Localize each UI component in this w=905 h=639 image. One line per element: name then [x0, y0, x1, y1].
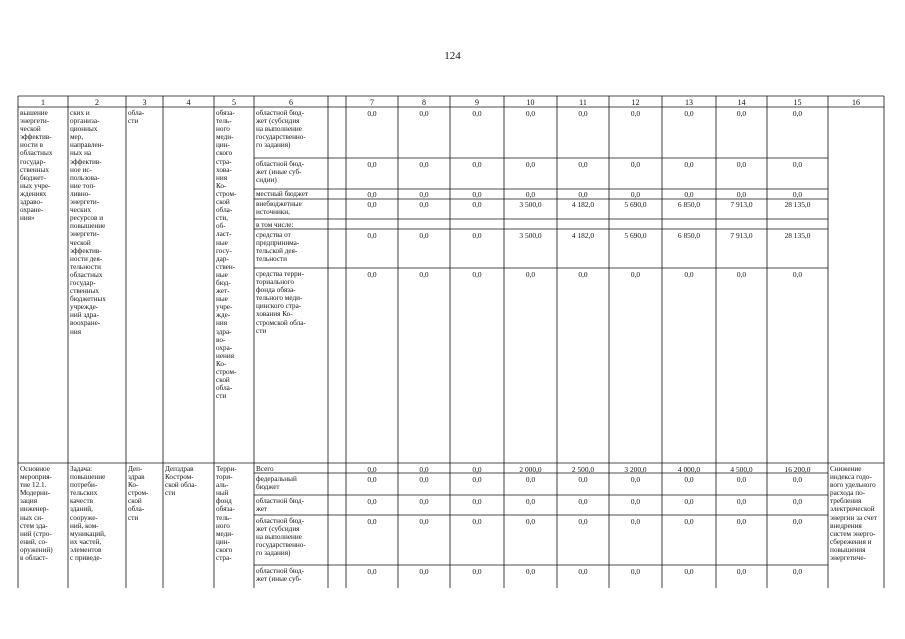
- amount-cell: 0,0: [792, 497, 803, 506]
- amount-cell: 0,0: [367, 160, 377, 169]
- amount-cell: 6 850,0: [677, 231, 701, 240]
- amount-cell: 4 500,0: [730, 465, 753, 474]
- amount-cell: 0,0: [525, 567, 536, 576]
- amount-cell: 0,0: [792, 160, 803, 169]
- amount-cell: 0,0: [419, 231, 429, 240]
- amount-cell: 0,0: [630, 190, 641, 199]
- column-header: 15: [793, 98, 802, 107]
- amount-cell: 0,0: [367, 109, 377, 118]
- funding-source-cell: средства от предпринима- тельской дея- тельности: [256, 231, 300, 264]
- amount-cell: 0,0: [578, 475, 588, 484]
- amount-cell: 3 500,0: [519, 200, 542, 209]
- amount-cell: 0,0: [792, 517, 803, 526]
- column-header: 10: [526, 98, 535, 107]
- amount-cell: 0,0: [684, 160, 694, 169]
- amount-cell: 0,0: [525, 270, 536, 279]
- activity-name-cell: Основное мероприя- тие 12.1. Модерни- зация инженер- ных си- стем зда- ний (стро- ений, со- оружений) в област-: [20, 465, 53, 563]
- amount-cell: 0,0: [630, 270, 641, 279]
- amount-cell: 0,0: [472, 190, 482, 199]
- amount-cell: 0,0: [472, 200, 482, 209]
- amount-cell: 0,0: [472, 497, 482, 506]
- executor-cell: Депздрав Костром- ской обла- сти: [165, 465, 197, 498]
- amount-cell: 0,0: [472, 109, 482, 118]
- column-header: 3: [142, 98, 147, 107]
- amount-cell: 0,0: [684, 567, 694, 576]
- amount-cell: 0,0: [792, 109, 803, 118]
- amount-cell: 0,0: [736, 190, 747, 199]
- amount-cell: 0,0: [684, 517, 694, 526]
- amount-cell: 7 913,0: [730, 200, 753, 209]
- amount-cell: 0,0: [630, 517, 641, 526]
- amount-cell: 0,0: [367, 517, 377, 526]
- funding-source-cell: областной бюд- жет (иные суб-: [256, 567, 304, 584]
- funding-source-cell: Всего: [256, 465, 274, 473]
- column-header: 11: [579, 98, 587, 107]
- amount-cell: 0,0: [419, 200, 429, 209]
- amount-cell: 0,0: [736, 475, 747, 484]
- activity-name-cell: вышение энергети- ческой эффектив- ности в областных государ- ственных бюджет- ных учре- ждениях здраво- охране- ния»: [20, 109, 53, 223]
- column-header: 2: [95, 98, 99, 107]
- amount-cell: 0,0: [525, 497, 536, 506]
- column-header: 8: [422, 98, 426, 107]
- amount-cell: 0,0: [419, 160, 429, 169]
- amount-cell: 5 690,0: [624, 231, 647, 240]
- amount-cell: 0,0: [792, 475, 803, 484]
- amount-cell: 0,0: [684, 270, 694, 279]
- amount-cell: 0,0: [736, 567, 747, 576]
- amount-cell: 0,0: [472, 160, 482, 169]
- amount-cell: 3 200,0: [624, 465, 647, 474]
- amount-cell: 4 182,0: [571, 200, 595, 209]
- amount-cell: 7 913,0: [730, 231, 753, 240]
- participants-cell: обяза- тель- ного меди- цин- ского стра- хова- ния Ко- стром- ской обла- сти, об- ласт- ные госу- дар- ствен- ные бюд- жет- ные учре- жде- ния здра- во- охра- нения Ко- стром- ской обла- сти: [216, 109, 237, 401]
- responsible-cell: Деп- здрав Ко- стром- ской обла- сти: [128, 465, 149, 522]
- amount-cell: 6 850,0: [677, 200, 701, 209]
- amount-cell: 0,0: [792, 270, 803, 279]
- funding-source-cell: областной бюд- жет: [256, 497, 304, 514]
- amount-cell: 0,0: [419, 109, 429, 118]
- funding-source-cell: местный бюджет: [256, 190, 309, 198]
- amount-cell: 0,0: [367, 465, 377, 474]
- amount-cell: 0,0: [684, 190, 694, 199]
- amount-cell: 0,0: [525, 160, 536, 169]
- participants-cell: Терри- тори- аль- ный фонд обяза- тель- ного меди- цин- ского стра-: [216, 465, 237, 563]
- amount-cell: 0,0: [472, 231, 482, 240]
- amount-cell: 28 135,0: [784, 231, 811, 240]
- column-header: 1: [41, 98, 45, 107]
- amount-cell: 0,0: [578, 567, 588, 576]
- column-header: 5: [232, 98, 236, 107]
- amount-cell: 0,0: [419, 517, 429, 526]
- amount-cell: 0,0: [472, 475, 482, 484]
- amount-cell: 2 000,0: [519, 465, 542, 474]
- amount-cell: 0,0: [578, 517, 588, 526]
- column-header: 16: [852, 98, 860, 107]
- amount-cell: 0,0: [630, 475, 641, 484]
- amount-cell: 0,0: [736, 109, 747, 118]
- amount-cell: 0,0: [525, 109, 536, 118]
- column-header: 12: [631, 98, 640, 107]
- amount-cell: 0,0: [578, 109, 588, 118]
- responsible-cell: обла- сти: [128, 109, 145, 126]
- amount-cell: 0,0: [367, 200, 377, 209]
- funding-source-cell: федеральный бюджет: [256, 475, 297, 492]
- amount-cell: 0,0: [419, 567, 429, 576]
- funding-source-cell: областной бюд- жет (субсидия на выполнение государственно- го задания): [256, 517, 306, 558]
- column-header: 14: [737, 98, 746, 107]
- column-header: 6: [289, 98, 293, 107]
- amount-cell: 0,0: [578, 497, 588, 506]
- amount-cell: 0,0: [630, 497, 641, 506]
- amount-cell: 0,0: [367, 567, 377, 576]
- amount-cell: 16 200,0: [784, 465, 811, 474]
- amount-cell: 0,0: [736, 517, 747, 526]
- amount-cell: 28 135,0: [784, 200, 811, 209]
- funding-source-cell: в том числе:: [256, 221, 294, 229]
- amount-cell: 0,0: [367, 270, 377, 279]
- amount-cell: 3 500,0: [519, 231, 542, 240]
- amount-cell: 0,0: [736, 160, 747, 169]
- amount-cell: 0,0: [792, 567, 803, 576]
- amount-cell: 0,0: [419, 190, 429, 199]
- funding-source-cell: областной бюд- жет (иные суб- сидии): [256, 160, 304, 185]
- funding-source-cell: областной бюд- жет (субсидия на выполнение государственно- го задания): [256, 109, 306, 150]
- amount-cell: 0,0: [367, 497, 377, 506]
- amount-cell: 0,0: [525, 475, 536, 484]
- column-header: 7: [370, 98, 374, 107]
- amount-cell: 0,0: [419, 475, 429, 484]
- amount-cell: 0,0: [684, 109, 694, 118]
- amount-cell: 0,0: [419, 497, 429, 506]
- amount-cell: 5 690,0: [624, 200, 647, 209]
- amount-cell: 4 000,0: [677, 465, 701, 474]
- amount-cell: 0,0: [578, 190, 588, 199]
- amount-cell: 0,0: [472, 270, 482, 279]
- amount-cell: 0,0: [472, 517, 482, 526]
- funding-source-cell: средства терри- ториального фонда обяза- тельного меди- цинского стра- хования Ко- стромской обла- сти: [256, 270, 306, 335]
- column-header: 13: [685, 98, 693, 107]
- amount-cell: 0,0: [525, 517, 536, 526]
- amount-cell: 0,0: [684, 475, 694, 484]
- amount-cell: 0,0: [578, 270, 588, 279]
- amount-cell: 0,0: [419, 270, 429, 279]
- column-header: 9: [475, 98, 479, 107]
- amount-cell: 0,0: [684, 497, 694, 506]
- amount-cell: 0,0: [367, 190, 377, 199]
- amount-cell: 0,0: [525, 190, 536, 199]
- amount-cell: 0,0: [419, 465, 429, 474]
- task-cell: Задача: повышение потреби- тельских качеств зданий, сооруже- ний, ком- муникаций, их частей, элементов с приведе-: [70, 465, 106, 563]
- amount-cell: 0,0: [367, 231, 377, 240]
- amount-cell: 0,0: [630, 567, 641, 576]
- amount-cell: 0,0: [578, 160, 588, 169]
- amount-cell: 0,0: [630, 109, 641, 118]
- page-number: 124: [444, 50, 461, 62]
- amount-cell: 0,0: [736, 270, 747, 279]
- expected-result-cell: Снижение индекса годо- вого удельного расхода по- требления электрической энергии за счет внедрения систем энерго- сбережения и повышения энергетиче-: [830, 465, 877, 563]
- amount-cell: 0,0: [630, 160, 641, 169]
- funding-source-cell: внебюджетные источники,: [256, 200, 302, 217]
- amount-cell: 0,0: [472, 465, 482, 474]
- task-cell: ских и организа- ционных мер, направлен- ных на эффектив- ное ис- пользова- ние топ- ливно- энергети- ческих ресурсов и повышение энергети- ческой эффектив- ности дея- тельности областных государ- ственных бюджетных учрежде- ний здра- воохране- ния: [70, 109, 106, 336]
- amount-cell: 0,0: [472, 567, 482, 576]
- amount-cell: 4 182,0: [571, 231, 595, 240]
- column-header: 4: [186, 98, 191, 107]
- amount-cell: 0,0: [367, 475, 377, 484]
- amount-cell: 2 500,0: [571, 465, 595, 474]
- amount-cell: 0,0: [792, 190, 803, 199]
- amount-cell: 0,0: [736, 497, 747, 506]
